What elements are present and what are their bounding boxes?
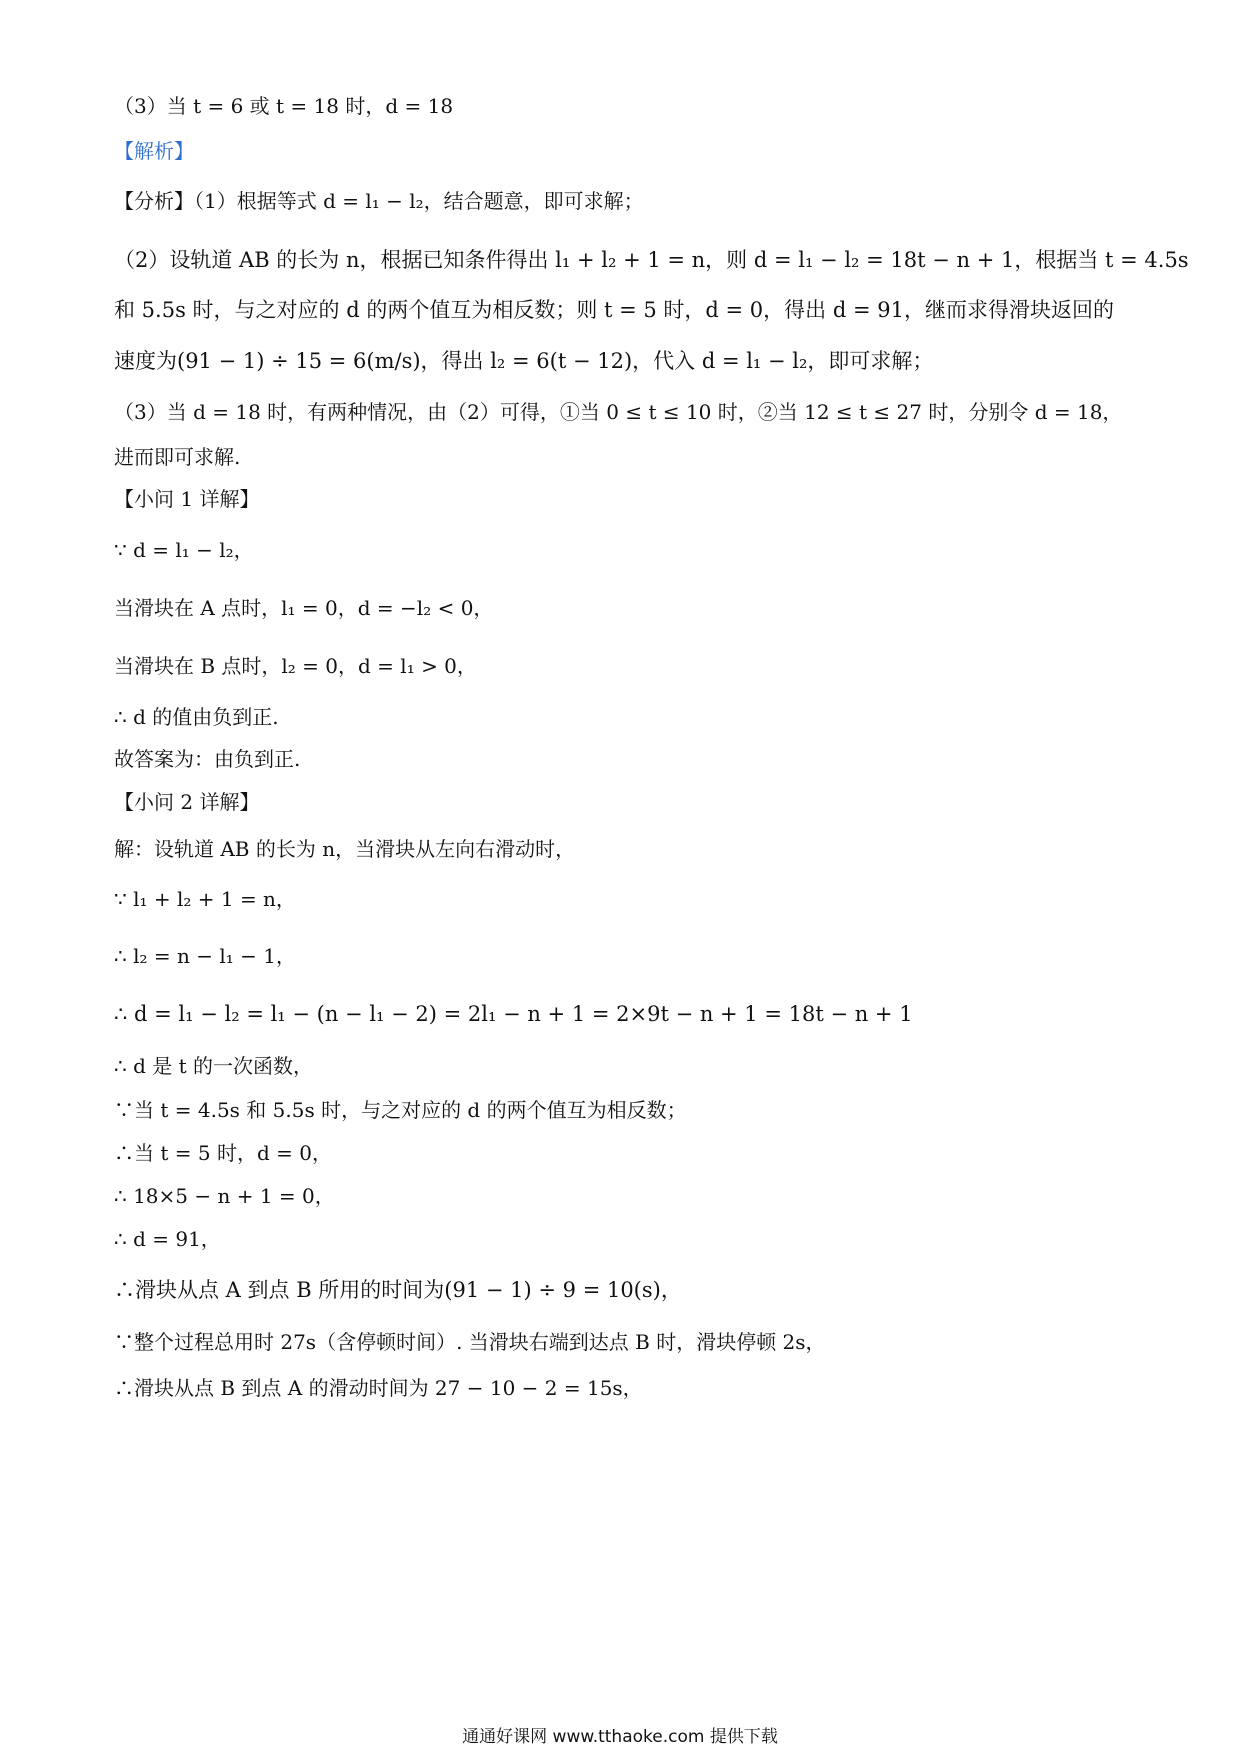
analysis-heading: 【解析】	[114, 139, 194, 163]
solution-2-line-10: ∴滑块从点 A 到点 B 所用的时间为(91 − 1) ÷ 9 = 10(s)，	[114, 1278, 682, 1302]
solution-1-line-3: 当滑块在 B 点时，l₂ = 0，d = l₁ > 0，	[114, 654, 477, 678]
solution-1-line-4: ∴ d 的值由负到正.	[114, 705, 279, 729]
solution-2-line-7: ∴当 t = 5 时，d = 0，	[114, 1141, 332, 1165]
analysis-part-2-line-2: 和 5.5s 时，与之对应的 d 的两个值互为相反数；则 t = 5 时，d = 0，得出 d = 91，继而求得滑块返回的	[114, 298, 1114, 322]
solution-2-line-5: ∴ d 是 t 的一次函数，	[114, 1054, 313, 1078]
solution-2-line-4: ∴ d = l₁ − l₂ = l₁ − (n − l₁ − 2) = 2l₁ − n + 1 = 2×9t − n + 1 = 18t − n + 1	[114, 1002, 913, 1026]
solution-2-line-1: 解：设轨道 AB 的长为 n，当滑块从左向右滑动时，	[114, 837, 576, 861]
answer-part-3: （3）当 t = 6 或 t = 18 时，d = 18	[114, 94, 454, 118]
subquestion-1-heading: 【小问 1 详解】	[114, 487, 260, 511]
solution-2-line-3: ∴ l₂ = n − l₁ − 1，	[114, 944, 296, 968]
solution-2-line-2: ∵ l₁ + l₂ + 1 = n，	[114, 887, 296, 911]
solution-2-line-6: ∵当 t = 4.5s 和 5.5s 时，与之对应的 d 的两个值互为相反数；	[114, 1098, 687, 1122]
solution-2-line-9: ∴ d = 91，	[114, 1227, 221, 1251]
solution-1-answer: 故答案为：由负到正.	[114, 747, 301, 771]
analysis-part-3-line-2: 进而即可求解.	[114, 445, 241, 469]
solution-2-line-12: ∴滑块从点 B 到点 A 的滑动时间为 27 − 10 − 2 = 15s，	[114, 1376, 643, 1400]
analysis-part-2-line-1: （2）设轨道 AB 的长为 n，根据已知条件得出 l₁ + l₂ + 1 = n，则 d = l₁ − l₂ = 18t − n + 1，根据当 t = 4.5s	[114, 248, 1189, 272]
solution-2-line-11: ∵整个过程总用时 27s（含停顿时间）. 当滑块右端到达点 B 时，滑块停顿 2s，	[114, 1330, 826, 1354]
analysis-part-1: 【分析】（1）根据等式 d = l₁ − l₂，结合题意，即可求解；	[114, 189, 644, 213]
solution-2-line-8: ∴ 18×5 − n + 1 = 0，	[114, 1184, 335, 1208]
analysis-part-3-line-1: （3）当 d = 18 时，有两种情况，由（2）可得，①当 0 ≤ t ≤ 10 时，②当 12 ≤ t ≤ 27 时，分别令 d = 18，	[114, 400, 1123, 424]
analysis-part-2-line-3: 速度为(91 − 1) ÷ 15 = 6(m/s)，得出 l₂ = 6(t − 12)，代入 d = l₁ − l₂，即可求解；	[114, 349, 934, 373]
solution-1-line-1: ∵ d = l₁ − l₂，	[114, 538, 254, 562]
footer-watermark: 通通好课网 www.tthaoke.com 提供下载	[462, 1727, 778, 1747]
subquestion-2-heading: 【小问 2 详解】	[114, 790, 260, 814]
solution-1-line-2: 当滑块在 A 点时，l₁ = 0，d = −l₂ < 0，	[114, 596, 494, 620]
